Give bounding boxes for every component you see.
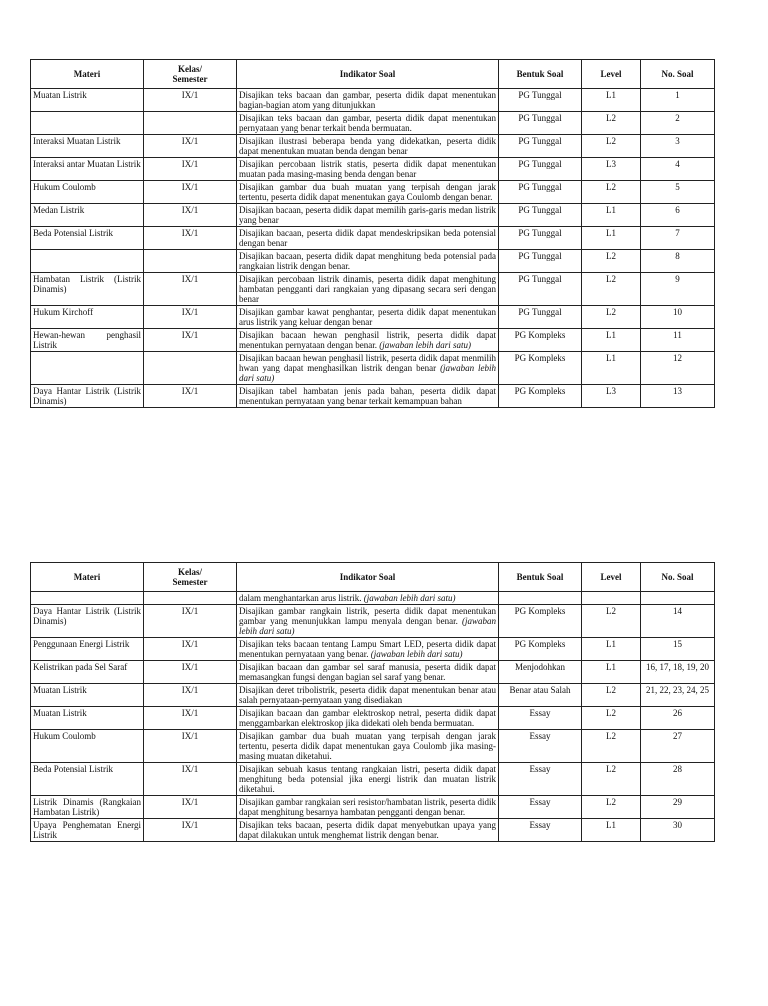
indikator-text: dalam menghantarkan arus listrik. bbox=[239, 593, 362, 603]
cell-level: L1 bbox=[582, 227, 641, 250]
cell-kelas: IX/1 bbox=[144, 306, 237, 329]
indikator-text: Disajikan gambar rangkain listrik, peserta didik dapat menentukan gambar yang menunjukkan lampu menyala dengan benar. bbox=[239, 606, 496, 626]
cell-materi: Muatan Listrik bbox=[31, 89, 144, 112]
cell-indikator bbox=[237, 306, 499, 329]
table-row bbox=[31, 158, 715, 181]
cell-level: L2 bbox=[582, 306, 641, 329]
header-kelas-text: Kelas/ Semester bbox=[172, 64, 208, 84]
indikator-note: (jawaban lebih dari satu) bbox=[363, 593, 456, 603]
cell-bentuk: Essay bbox=[499, 796, 582, 819]
indikator-text: Disajikan bacaan, peserta didik dapat mendeskripsikan beda potensial dengan benar bbox=[239, 228, 496, 248]
table-row bbox=[31, 89, 715, 112]
cell-level: L3 bbox=[582, 385, 641, 408]
indikator-text: Disajikan gambar rangkaian seri resistor/hambatan listrik, peserta didik dapat menghitung besarnya hambatan pengganti dengan benar. bbox=[239, 797, 496, 817]
cell-indikator bbox=[237, 135, 499, 158]
cell-level: L2 bbox=[582, 135, 641, 158]
indikator-note: (jawaban lebih dari satu) bbox=[239, 363, 497, 383]
cell-no: 9 bbox=[641, 273, 715, 306]
cell-level: L1 bbox=[582, 638, 641, 661]
table-row bbox=[31, 796, 715, 819]
cell-level: L2 bbox=[582, 605, 641, 638]
table-row bbox=[31, 605, 715, 638]
cell-kelas: IX/1 bbox=[144, 661, 237, 684]
kisi-kisi-table-page-2 bbox=[30, 562, 715, 842]
table-row bbox=[31, 181, 715, 204]
table-body-page-1 bbox=[31, 89, 715, 408]
table-row bbox=[31, 135, 715, 158]
header-materi: Materi bbox=[31, 60, 144, 89]
indikator-text: Disajikan percobaan listrik dinamis, peserta didik dapat menghitung hambatan pengganti dari rangkaian yang dipasang secara seri dengan benar bbox=[239, 274, 496, 304]
cell-bentuk: PG Tunggal bbox=[499, 250, 582, 273]
cell-materi: Penggunaan Energi Listrik bbox=[31, 638, 144, 661]
cell-indikator bbox=[237, 819, 499, 842]
indikator-text: Disajikan teks bacaan dan gambar, peserta didik dapat menentukan pernyataan yang benar terkait benda bermuatan. bbox=[239, 113, 496, 133]
cell-indikator bbox=[237, 638, 499, 661]
cell-no: 11 bbox=[641, 329, 715, 352]
cell-level: L1 bbox=[582, 204, 641, 227]
cell-materi bbox=[31, 352, 144, 385]
cell-indikator bbox=[237, 112, 499, 135]
cell-indikator bbox=[237, 684, 499, 707]
table-row bbox=[31, 763, 715, 796]
cell-materi: Daya Hantar Listrik (Listrik Dinamis) bbox=[31, 605, 144, 638]
cell-level: L1 bbox=[582, 329, 641, 352]
cell-kelas bbox=[144, 112, 237, 135]
indikator-text: Disajikan bacaan, peserta didik dapat memilih garis-garis medan listrik yang benar bbox=[239, 205, 496, 225]
cell-materi bbox=[31, 250, 144, 273]
cell-no: 2 bbox=[641, 112, 715, 135]
cell-indikator bbox=[237, 250, 499, 273]
cell-no: 26 bbox=[641, 707, 715, 730]
cell-bentuk: PG Tunggal bbox=[499, 89, 582, 112]
cell-no bbox=[641, 592, 715, 605]
cell-kelas: IX/1 bbox=[144, 181, 237, 204]
cell-no: 10 bbox=[641, 306, 715, 329]
cell-no: 5 bbox=[641, 181, 715, 204]
cell-materi: Muatan Listrik bbox=[31, 684, 144, 707]
cell-bentuk: PG Kompleks bbox=[499, 385, 582, 408]
cell-bentuk: Essay bbox=[499, 763, 582, 796]
header-kelas bbox=[144, 60, 237, 89]
indikator-note: (jawaban lebih dari satu) bbox=[379, 340, 471, 350]
indikator-text: Disajikan teks bacaan, peserta didik dapat menyebutkan upaya yang dapat dilakukan untuk menghemat listrik dengan benar. bbox=[239, 820, 496, 840]
indikator-text: Disajikan teks bacaan tentang Lampu Smart LED, peserta didik dapat menentukan pernyataan yang benar. bbox=[239, 639, 496, 659]
table-row bbox=[31, 227, 715, 250]
cell-level: L1 bbox=[582, 819, 641, 842]
cell-no: 7 bbox=[641, 227, 715, 250]
cell-no: 14 bbox=[641, 605, 715, 638]
cell-materi: Hambatan Listrik (Listrik Dinamis) bbox=[31, 273, 144, 306]
indikator-text: Disajikan bacaan, peserta didik dapat menghitung beda potensial pada rangkaian listrik dengan benar. bbox=[239, 251, 496, 271]
cell-kelas: IX/1 bbox=[144, 707, 237, 730]
cell-level: L2 bbox=[582, 684, 641, 707]
cell-no: 16, 17, 18, 19, 20 bbox=[641, 661, 715, 684]
indikator-text: Disajikan bacaan dan gambar sel saraf manusia, peserta didik dapat memasangkan fungsi dengan bagian sel saraf yang benar. bbox=[239, 662, 496, 682]
cell-level: L2 bbox=[582, 796, 641, 819]
indikator-text: Disajikan bacaan hewan penghasil listrik, peserta didik dapat menmilih hwan yang dapat menghasilkan listrik dengan benar bbox=[239, 353, 496, 373]
cell-indikator bbox=[237, 329, 499, 352]
indikator-text: Disajikan gambar kawat penghantar, peserta didik dapat menentukan arus listrik yang keluar dengan benar bbox=[239, 307, 496, 327]
kisi-kisi-table-page-1 bbox=[30, 59, 715, 408]
cell-materi: Hukum Coulomb bbox=[31, 730, 144, 763]
cell-materi bbox=[31, 112, 144, 135]
header-level: Level bbox=[582, 563, 641, 592]
cell-indikator bbox=[237, 204, 499, 227]
table-row bbox=[31, 638, 715, 661]
cell-kelas: IX/1 bbox=[144, 605, 237, 638]
cell-kelas bbox=[144, 592, 237, 605]
cell-no: 4 bbox=[641, 158, 715, 181]
cell-no: 6 bbox=[641, 204, 715, 227]
table-row bbox=[31, 329, 715, 352]
cell-bentuk: PG Tunggal bbox=[499, 135, 582, 158]
indikator-text: Disajikan bacaan dan gambar elektroskop netral, peserta didik dapat menggambarkan elektroskop jika didekati oleh benda bermuatan. bbox=[239, 708, 496, 728]
cell-bentuk: PG Tunggal bbox=[499, 158, 582, 181]
cell-bentuk: PG Tunggal bbox=[499, 306, 582, 329]
header-kelas bbox=[144, 563, 237, 592]
cell-materi: Kelistrikan pada Sel Saraf bbox=[31, 661, 144, 684]
cell-materi: Hukum Coulomb bbox=[31, 181, 144, 204]
cell-indikator bbox=[237, 730, 499, 763]
cell-bentuk: PG Tunggal bbox=[499, 227, 582, 250]
cell-kelas: IX/1 bbox=[144, 763, 237, 796]
table-row bbox=[31, 112, 715, 135]
indikator-text: Disajikan gambar dua buah muatan yang terpisah dengan jarak tertentu, peserta didik dapat menentukan gaya Coulomb dengan benar. bbox=[239, 182, 496, 202]
header-materi: Materi bbox=[31, 563, 144, 592]
cell-bentuk: Essay bbox=[499, 819, 582, 842]
cell-kelas: IX/1 bbox=[144, 730, 237, 763]
cell-materi: Listrik Dinamis (Rangkaian Hambatan Listrik) bbox=[31, 796, 144, 819]
cell-no: 8 bbox=[641, 250, 715, 273]
cell-kelas: IX/1 bbox=[144, 135, 237, 158]
cell-bentuk: PG Kompleks bbox=[499, 329, 582, 352]
cell-indikator bbox=[237, 763, 499, 796]
cell-level: L2 bbox=[582, 273, 641, 306]
table-row bbox=[31, 306, 715, 329]
cell-bentuk: PG Tunggal bbox=[499, 181, 582, 204]
table-row bbox=[31, 730, 715, 763]
cell-kelas: IX/1 bbox=[144, 204, 237, 227]
cell-level: L2 bbox=[582, 730, 641, 763]
table-row bbox=[31, 250, 715, 273]
indikator-text: Disajikan ilustrasi beberapa benda yang didekatkan, peserta didik dapat menentukan muatan benda dengan benar bbox=[239, 136, 496, 156]
cell-indikator bbox=[237, 796, 499, 819]
cell-materi: Hukum Kirchoff bbox=[31, 306, 144, 329]
cell-no: 29 bbox=[641, 796, 715, 819]
cell-materi: Hewan-hewan penghasil Listrik bbox=[31, 329, 144, 352]
cell-level bbox=[582, 592, 641, 605]
indikator-text: Disajikan sebuah kasus tentang rangkaian listri, peserta didik dapat menghitung beda potensial jika energi listrik dan muatan listrik diketahui. bbox=[239, 764, 496, 794]
table-row bbox=[31, 204, 715, 227]
cell-indikator bbox=[237, 158, 499, 181]
table-row bbox=[31, 385, 715, 408]
cell-materi: Beda Potensial Listrik bbox=[31, 227, 144, 250]
cell-kelas bbox=[144, 352, 237, 385]
cell-bentuk: PG Tunggal bbox=[499, 204, 582, 227]
header-indikator: Indikator Soal bbox=[237, 60, 499, 89]
cell-bentuk: PG Tunggal bbox=[499, 273, 582, 306]
cell-bentuk bbox=[499, 592, 582, 605]
indikator-text: Disajikan percobaan listrik statis, peserta didik dapat menentukan muatan pada masing-masing benda dengan benar bbox=[239, 159, 496, 179]
cell-kelas: IX/1 bbox=[144, 273, 237, 306]
cell-materi: Beda Potensial Listrik bbox=[31, 763, 144, 796]
cell-indikator bbox=[237, 352, 499, 385]
cell-bentuk: Essay bbox=[499, 707, 582, 730]
cell-indikator bbox=[237, 385, 499, 408]
cell-no: 3 bbox=[641, 135, 715, 158]
cell-kelas: IX/1 bbox=[144, 796, 237, 819]
cell-kelas: IX/1 bbox=[144, 684, 237, 707]
cell-kelas: IX/1 bbox=[144, 638, 237, 661]
table-body-page-2 bbox=[31, 592, 715, 842]
cell-no: 30 bbox=[641, 819, 715, 842]
indikator-text: Disajikan tabel hambatan jenis pada bahan, peserta didik dapat menentukan pernyataan yang benar terkait kemampuan bahan bbox=[239, 386, 496, 406]
header-no: No. Soal bbox=[641, 563, 715, 592]
cell-indikator bbox=[237, 181, 499, 204]
cell-level: L1 bbox=[582, 352, 641, 385]
table-header-row bbox=[31, 563, 715, 592]
table-row-continuation bbox=[31, 592, 715, 605]
cell-no: 1 bbox=[641, 89, 715, 112]
cell-materi: Daya Hantar Listrik (Listrik Dinamis) bbox=[31, 385, 144, 408]
indikator-text: Disajikan deret tribolistrik, peserta didik dapat menentukan benar atau salah pernyataan-pernyataan yang disediakan bbox=[239, 685, 496, 705]
header-bentuk: Bentuk Soal bbox=[499, 563, 582, 592]
cell-indikator bbox=[237, 89, 499, 112]
cell-kelas: IX/1 bbox=[144, 227, 237, 250]
table-row bbox=[31, 273, 715, 306]
table-row bbox=[31, 352, 715, 385]
cell-materi: Interaksi Muatan Listrik bbox=[31, 135, 144, 158]
table-row bbox=[31, 707, 715, 730]
cell-level: L1 bbox=[582, 89, 641, 112]
cell-bentuk: PG Kompleks bbox=[499, 638, 582, 661]
indikator-text: Disajikan teks bacaan dan gambar, peserta didik dapat menentukan bagian-bagian atom yang ditunjukkan bbox=[239, 90, 496, 110]
cell-indikator bbox=[237, 592, 499, 605]
cell-level: L2 bbox=[582, 250, 641, 273]
cell-bentuk: Benar atau Salah bbox=[499, 684, 582, 707]
cell-level: L2 bbox=[582, 763, 641, 796]
indikator-text: Disajikan bacaan hewan penghasil listrik, peserta didik dapat menentukan pernyataan dengan benar. bbox=[239, 330, 496, 350]
cell-materi: Muatan Listrik bbox=[31, 707, 144, 730]
cell-indikator bbox=[237, 707, 499, 730]
cell-no: 21, 22, 23, 24, 25 bbox=[641, 684, 715, 707]
cell-materi: Interaksi antar Muatan Listrik bbox=[31, 158, 144, 181]
cell-materi bbox=[31, 592, 144, 605]
cell-indikator bbox=[237, 605, 499, 638]
header-no: No. Soal bbox=[641, 60, 715, 89]
cell-kelas: IX/1 bbox=[144, 385, 237, 408]
cell-bentuk: Menjodohkan bbox=[499, 661, 582, 684]
cell-materi: Upaya Penghematan Energi Listrik bbox=[31, 819, 144, 842]
cell-bentuk: PG Kompleks bbox=[499, 352, 582, 385]
table-row bbox=[31, 819, 715, 842]
cell-bentuk: PG Kompleks bbox=[499, 605, 582, 638]
cell-kelas: IX/1 bbox=[144, 158, 237, 181]
header-indikator: Indikator Soal bbox=[237, 563, 499, 592]
cell-level: L3 bbox=[582, 158, 641, 181]
cell-kelas: IX/1 bbox=[144, 89, 237, 112]
header-bentuk: Bentuk Soal bbox=[499, 60, 582, 89]
indikator-note: (jawaban lebih dari satu) bbox=[370, 649, 463, 659]
cell-level: L2 bbox=[582, 707, 641, 730]
cell-no: 15 bbox=[641, 638, 715, 661]
table-row bbox=[31, 661, 715, 684]
cell-indikator bbox=[237, 273, 499, 306]
indikator-note: (jawaban lebih dari satu) bbox=[239, 616, 497, 636]
cell-kelas bbox=[144, 250, 237, 273]
cell-level: L2 bbox=[582, 181, 641, 204]
cell-indikator bbox=[237, 661, 499, 684]
cell-level: L2 bbox=[582, 112, 641, 135]
cell-level: L1 bbox=[582, 661, 641, 684]
cell-kelas: IX/1 bbox=[144, 819, 237, 842]
cell-no: 27 bbox=[641, 730, 715, 763]
cell-no: 12 bbox=[641, 352, 715, 385]
indikator-text: Disajikan gambar dua buah muatan yang terpisah dengan jarak tertentu, peserta didik dapat menentukan gaya Coulomb jika masing-masing muatan diketahui. bbox=[239, 731, 496, 761]
cell-no: 28 bbox=[641, 763, 715, 796]
cell-indikator bbox=[237, 227, 499, 250]
header-kelas-text: Kelas/ Semester bbox=[172, 567, 208, 587]
header-level: Level bbox=[582, 60, 641, 89]
cell-materi: Medan Listrik bbox=[31, 204, 144, 227]
cell-kelas: IX/1 bbox=[144, 329, 237, 352]
cell-bentuk: PG Tunggal bbox=[499, 112, 582, 135]
cell-bentuk: Essay bbox=[499, 730, 582, 763]
table-header-row bbox=[31, 60, 715, 89]
cell-no: 13 bbox=[641, 385, 715, 408]
table-row bbox=[31, 684, 715, 707]
